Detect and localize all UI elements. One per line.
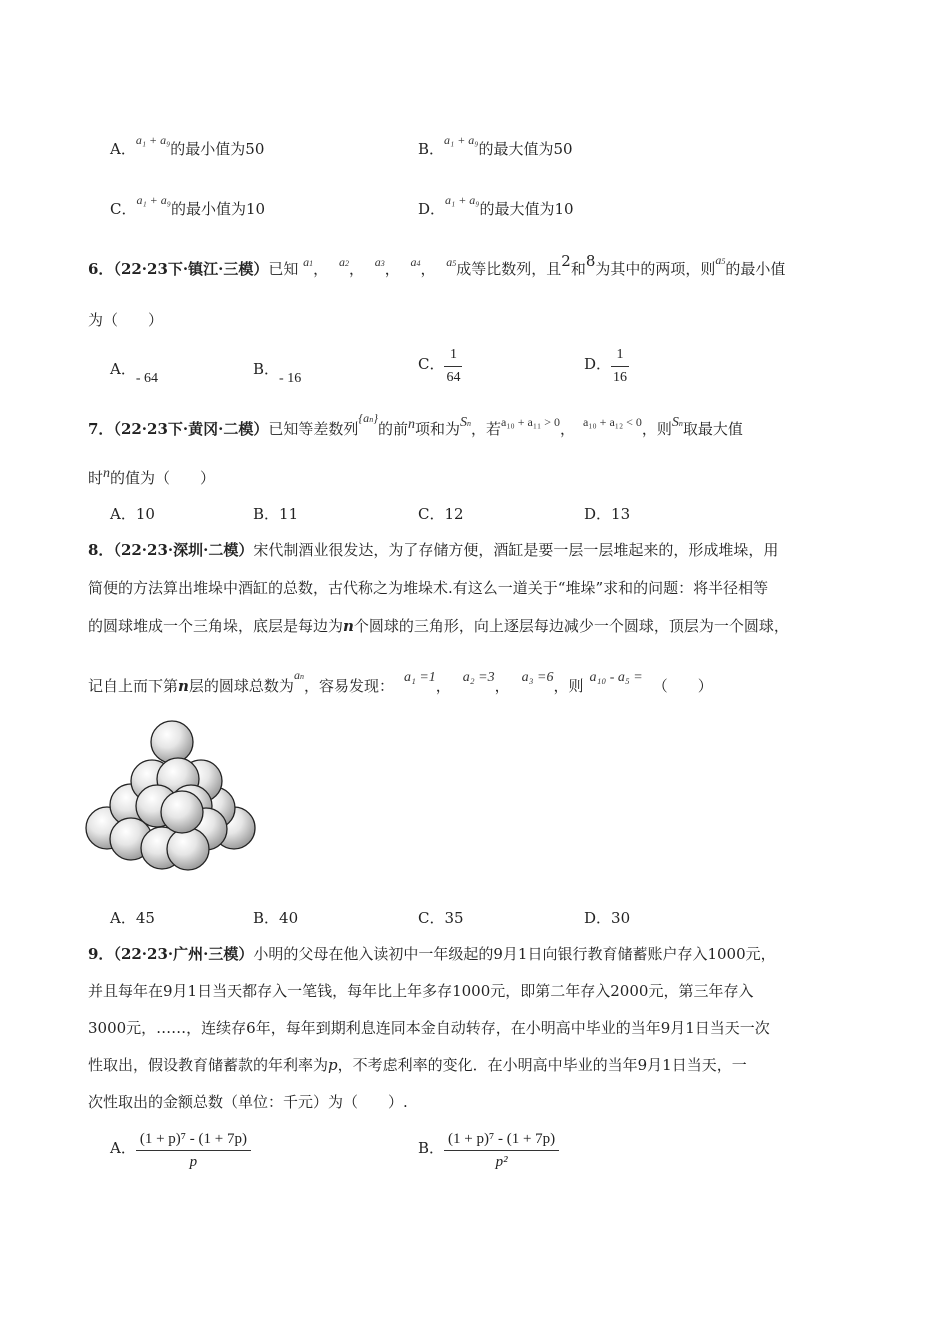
option-value: 40	[279, 909, 299, 927]
q8-option-d	[584, 907, 630, 929]
option-label: B．	[253, 360, 280, 378]
math-Sn: Sn	[671, 415, 683, 430]
q7-option-a	[110, 503, 155, 525]
math-a2: a2	[338, 255, 349, 269]
q6-option-d	[584, 344, 629, 389]
option-value: 12	[444, 505, 464, 523]
stem-text: 个圆球的三角形，向上逐层每边减少一个圆球，顶层为一个圆球，	[353, 617, 789, 635]
q7-option-b	[253, 503, 298, 525]
fraction-denominator: p	[189, 1154, 198, 1170]
sphere-pile-figure	[84, 718, 264, 878]
stem-text: ，则	[641, 420, 672, 438]
q9-option-b	[418, 1128, 559, 1173]
q6-option-b	[253, 358, 302, 386]
q6-stem-line2: 为（ ）	[88, 311, 164, 329]
stem-text: 的最小值	[725, 260, 786, 278]
option-label: C．	[418, 354, 445, 373]
q9-stem-line2: 并且每年在9月1日当天都存入一笔钱，每年比上年多存1000元，即第二年存入2000元，第三年存入	[88, 982, 754, 1000]
math-n: n	[408, 417, 416, 432]
option-label: B．	[418, 140, 445, 158]
q7-option-d	[584, 503, 630, 525]
math-equation: a₂ =3	[462, 670, 495, 685]
q8-stem-line2: 简便的方法算出堆垛中酒缸的总数，古代称之为堆垛术.有这么一道关于“堆垛”求和的问题：将半径相等	[88, 579, 769, 597]
stem-text: 为其中的两项，则	[595, 260, 716, 278]
q7-stem-line1: 7．（22·23下·黄冈·二模）已知等差数列$^{\{an\}}$的前n项和为Sn，若$^{a_{10} + a_{11} > 0}$， $^{a_{10} + a_{12} < 0}$，则Sn取最大值	[88, 411, 743, 438]
math-equation: a₃ =6	[521, 670, 554, 685]
fraction-numerator: (1 + p)⁷ - (1 + 7p)	[444, 1128, 559, 1151]
q5-option-c	[110, 193, 266, 221]
q9-stem-line5: 次性取出的金额总数（单位：千元）为（ ）.	[88, 1093, 408, 1111]
math-a4: a4	[410, 255, 421, 269]
stem-text: 宋代制酒业很发达，为了存储方便，酒缸是要一层一层堆起来的，形成堆垛，用	[253, 541, 779, 559]
question-number: 7．	[88, 420, 114, 438]
math-sequence-an: {an}	[358, 411, 378, 425]
stem-text: 性取出，假设教育储蓄款的年利率为	[88, 1056, 329, 1074]
fraction	[444, 344, 462, 389]
question-source: （22·23下·镇江·三模）	[113, 260, 269, 278]
math-number: 8	[585, 252, 596, 270]
option-label: C．	[418, 505, 445, 523]
stem-text: ，容易发现：	[303, 677, 394, 695]
question-number: 8．	[88, 541, 114, 559]
option-label: B．	[253, 505, 280, 523]
q6-option-c	[418, 344, 462, 389]
question-source: （22·23下·黄冈·二模）	[113, 420, 269, 438]
option-label: A．	[110, 505, 136, 523]
stem-text: 的前	[378, 420, 409, 438]
q8-stem-line4: 记自上而下第n层的圆球总数为$^{an}$，容易发现： a₁ =1， a₂ =3， a₃ =6，则 a₁₀ - a₅ = （ ）	[88, 668, 713, 695]
question-source: （22·23·广州·三模）	[113, 945, 254, 963]
option-text: 的最大值为50	[478, 140, 573, 158]
fraction	[136, 1128, 251, 1173]
fraction-numerator: 1	[444, 344, 462, 367]
option-text: 的最小值为50	[170, 140, 265, 158]
fraction-numerator: (1 + p)⁷ - (1 + 7p)	[136, 1128, 251, 1151]
math-expr: a₁ + a₉	[444, 133, 479, 147]
stem-text: 已知等差数列	[268, 420, 359, 438]
math-a3: a3	[374, 255, 385, 269]
fraction	[444, 1128, 559, 1173]
option-label: D．	[584, 354, 612, 373]
stem-text: 的值为（ ）	[110, 469, 216, 487]
math-a5: a5	[715, 253, 726, 267]
question-number: 9．	[88, 945, 114, 963]
q8-option-c	[418, 907, 464, 929]
option-label: C．	[418, 909, 445, 927]
option-label: A．	[110, 360, 136, 378]
stem-text: 时	[88, 469, 104, 487]
q6-option-a	[110, 358, 159, 386]
stem-text: ，不考虑利率的变化．在小明高中毕业的当年9月1日当天，一	[337, 1056, 747, 1074]
option-value: 30	[611, 909, 631, 927]
stem-text: 取最大值	[682, 420, 743, 438]
option-value: 11	[279, 505, 299, 523]
question-source: （22·23·深圳·二模）	[113, 541, 254, 559]
stem-text: 小明的父母在他入读初中一年级起的9月1日向银行教育储蓄账户存入1000元，	[253, 945, 776, 963]
option-value: 45	[135, 909, 155, 927]
stem-text: ，则	[553, 677, 584, 695]
q7-stem-line2	[88, 467, 215, 491]
math-an: an	[293, 668, 304, 682]
stem-text: 已知	[268, 260, 299, 278]
stem-text: ，若	[471, 420, 502, 438]
math-a5: a5	[446, 255, 457, 269]
q9-stem-line1	[88, 943, 776, 965]
option-label: B．	[418, 1138, 445, 1157]
option-label: D．	[584, 909, 612, 927]
fraction-denominator: p²	[495, 1154, 508, 1170]
stem-text: 的圆球堆成一个三角垛，底层是每边为	[88, 617, 344, 635]
option-label: D．	[584, 505, 612, 523]
option-label: C．	[110, 200, 137, 218]
math-Sn: Sn	[460, 415, 472, 430]
stem-text: 成等比数列，且	[456, 260, 562, 278]
math-condition: a₁₀ + a₁₂ < 0	[582, 415, 642, 429]
math-expr: a₁ + a₉	[445, 193, 480, 207]
option-label: A．	[110, 909, 136, 927]
q5-option-a	[110, 133, 265, 161]
option-label: A．	[110, 1138, 136, 1157]
q8-stem-line1	[88, 539, 778, 561]
question-number: 6．	[88, 260, 114, 278]
stem-text: 项和为	[415, 420, 461, 438]
math-number: 2	[561, 252, 571, 270]
option-text: 的最小值为10	[170, 200, 266, 218]
q9-option-a	[110, 1128, 251, 1173]
q8-option-b	[253, 907, 298, 929]
stem-text: 记自上而下第	[88, 677, 179, 695]
math-expr: a₁ + a₉	[136, 193, 171, 207]
option-text: 的最大值为10	[479, 200, 574, 218]
option-value: - 16	[279, 371, 302, 386]
option-label: B．	[253, 909, 280, 927]
q7-option-c	[418, 503, 464, 525]
math-a1: a1	[303, 255, 314, 269]
fraction-denominator: 64	[446, 370, 461, 385]
q8-option-a	[110, 907, 155, 929]
option-label: D．	[418, 200, 446, 218]
q9-stem-line4: 性取出，假设教育储蓄款的年利率为p，不考虑利率的变化．在小明高中毕业的当年9月1日当天，一	[88, 1056, 747, 1074]
option-value: 35	[444, 909, 464, 927]
q8-stem-line3: 的圆球堆成一个三角垛，底层是每边为n个圆球的三角形，向上逐层每边减少一个圆球，顶层为一个圆球，	[88, 617, 789, 635]
option-value: 13	[611, 505, 631, 523]
q5-option-b	[418, 133, 573, 161]
math-expr: a₁ + a₉	[135, 133, 171, 147]
math-equation: a₁₀ - a₅ =	[589, 670, 643, 685]
fraction-denominator: 16	[613, 370, 628, 385]
option-value: - 64	[135, 371, 159, 386]
option-label: A．	[110, 140, 136, 158]
fraction	[611, 344, 629, 389]
stem-text: （ ）	[652, 677, 713, 695]
q9-stem-line3: 3000元，……，连续存6年，每年到期利息连同本金自动转存，在小明高中毕业的当年9月1日当天一次	[88, 1019, 770, 1037]
math-n: n	[103, 466, 111, 481]
math-equation: a₁ =1	[403, 670, 436, 685]
option-value: 10	[135, 505, 155, 523]
fraction-numerator: 1	[611, 344, 629, 367]
stem-text: 层的圆球总数为	[188, 677, 294, 695]
math-condition: a₁₀ + a₁₁ > 0	[501, 415, 560, 429]
stem-text: 和	[570, 260, 586, 278]
q6-stem-line1: 6．（22·23下·镇江·三模）已知 $^{a1}$， $^{a2}$， $^{a3}$， $^{a4}$， $^{a5}$成等比数列，且2和8为其中的两项，则$^{a5}$的最小值	[88, 252, 786, 278]
q5-option-d	[418, 193, 574, 221]
